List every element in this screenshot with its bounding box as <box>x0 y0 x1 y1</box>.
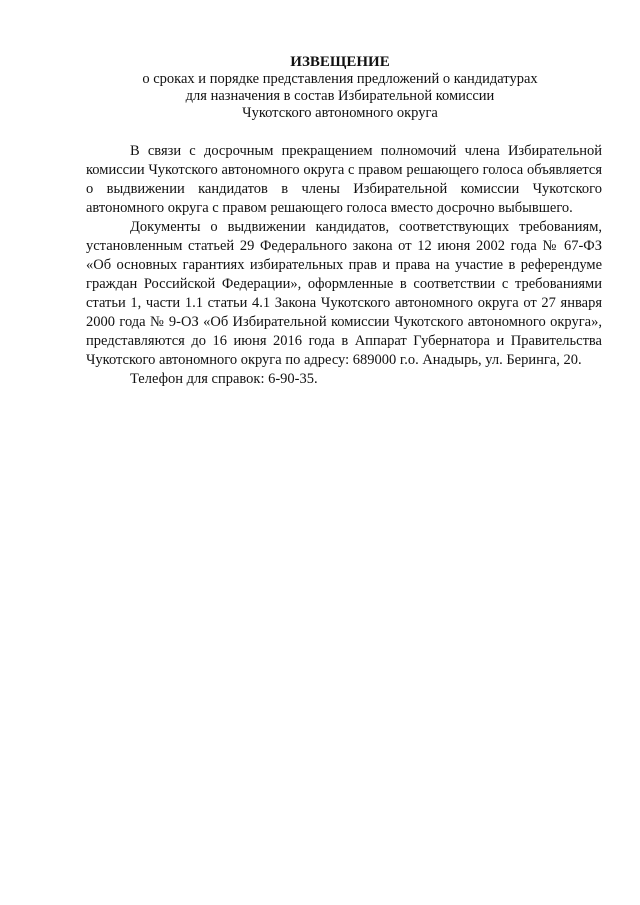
notice-subtitle-line-2: для назначения в состав Избирательной комиссии <box>185 88 495 104</box>
notice-subtitle-line-3: Чукотского автономного округа <box>242 105 438 121</box>
notice-title: ИЗВЕЩЕНИЕ <box>290 54 390 70</box>
paragraph-documents: Документы о выдвижении кандидатов, соответствующих требованиям, установленным статьей 29 Федерального закона от 12 июня 2002 года № 67-ФЗ «Об основных гарантиях избирательных прав и права на участие в референдуме граждан Российской Федерации», оформленные в соответствии с требованиями статьи 1, части 1.1 статьи 4.1 Закона Чукотского автономного округа от 27 января 2000 года № 9-ОЗ «Об Избирательной комиссии Чукотского автономного округа», представляются до 16 июня 2016 года в Аппарат Губернатора и Правительства Чукотского автономного округа по адресу: 689000 г.о. Анадырь, ул. Беринга, 20. <box>86 219 602 368</box>
paragraph-announcement: В связи с досрочным прекращением полномочий члена Избирательной комиссии Чукотского автономного округа с правом решающего голоса объявляется о выдвижении кандидатов в члены Избирательной комиссии Чукотского автономного округа с правом решающего голоса вместо досрочно выбывшего. <box>86 143 602 216</box>
paragraph-phone: Телефон для справок: 6-90-35. <box>130 371 318 387</box>
notice-body <box>86 142 602 389</box>
notice-header <box>70 54 610 122</box>
notice-subtitle-line-1: о сроках и порядке представления предложений о кандидатурах <box>142 71 538 87</box>
